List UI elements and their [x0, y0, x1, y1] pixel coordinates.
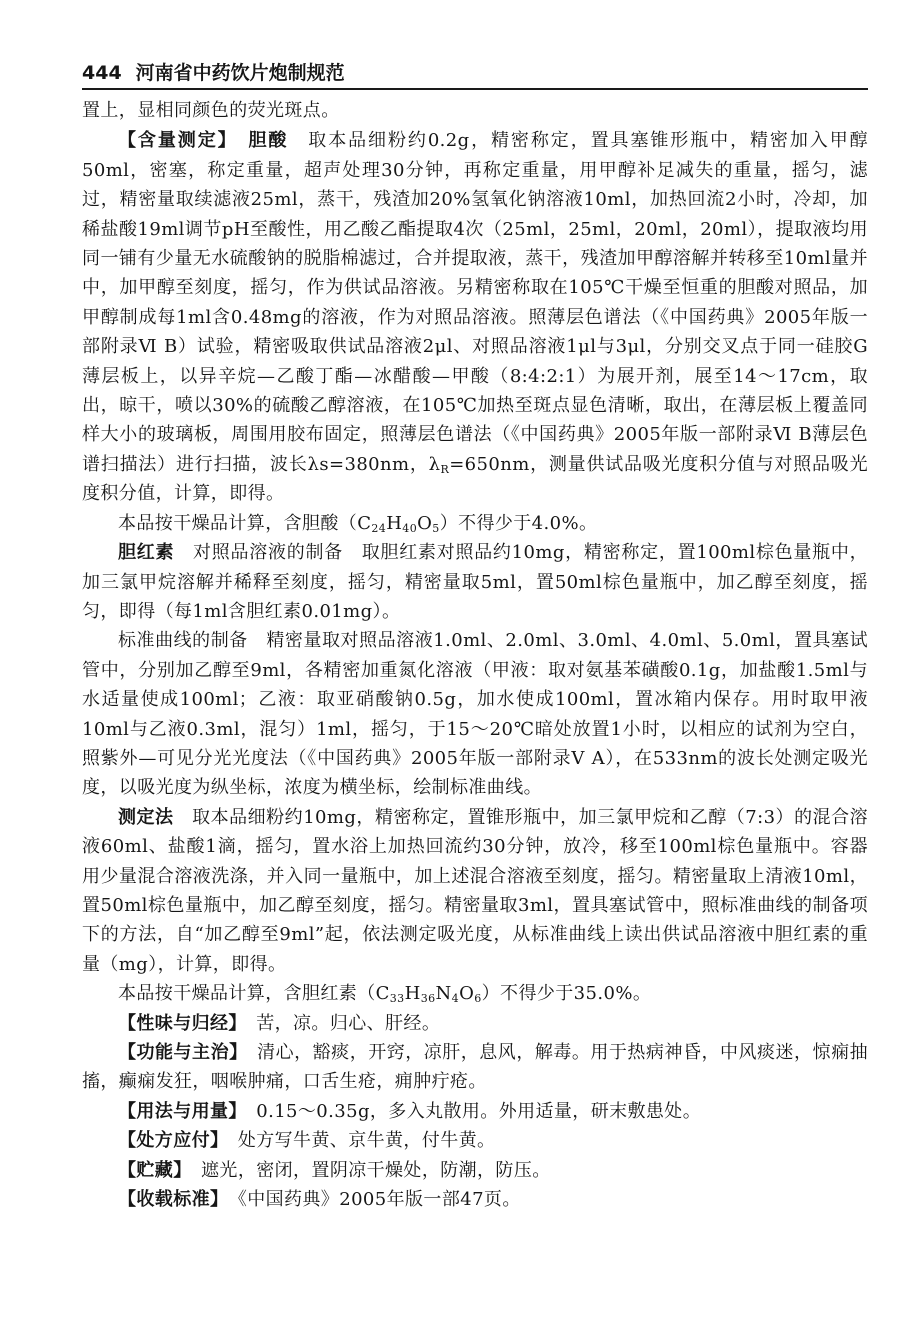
- section-content-assay: [82, 126, 868, 508]
- section-source-standard: [82, 1185, 868, 1214]
- paragraph-text: 对照品溶液的制备 取胆红素对照品约10mg，精密称定，置100ml棕色量瓶中，加三氯甲烷溶解并稀释至刻度，摇匀，精密量取5ml，置50ml棕色量瓶中，加乙醇至刻度，摇匀，即得（每1ml含胆红素0.01mg）。: [82, 542, 868, 622]
- page-number: 444: [82, 62, 122, 84]
- subsection-label: 胆红素: [118, 542, 175, 564]
- paragraph-bilirubin-limit: [82, 979, 868, 1008]
- section-label: 【功能与主治】: [118, 1042, 239, 1063]
- book-title: 河南省中药饮片炮制规范: [135, 62, 345, 84]
- paragraph-text: 《中国药典》2005年版一部47页。: [237, 1189, 521, 1211]
- paragraph-text: 取本品细粉约10mg，精密称定，置锥形瓶中，加三氯甲烷和乙醇（7:3）的混合溶液60ml、盐酸1滴，摇匀，置水浴上加热回流约30分钟，放冷，移至100ml棕色量瓶中。容器用少量混合溶液洗涤，并入同一量瓶中，加上述混合溶液至刻度，摇匀。精密量取上清液10ml，置50ml棕色量瓶中，加乙醇至刻度，摇匀。精密量取3ml，置具塞试管中，照标准曲线的制备项下的方法，自“加乙醇至9ml”起，依法测定吸光度，从标准曲线上读出供试品溶液中胆红素的重量（mg），计算，即得。: [82, 806, 869, 975]
- paragraph-text: 0.15～0.35g，多入丸散用。外用适量，研末敷患处。: [256, 1100, 702, 1122]
- page-header: [82, 58, 868, 90]
- section-label: 【收载标准】: [118, 1189, 220, 1211]
- paragraph-bilirubin-reference: [82, 538, 868, 626]
- section-label: 【处方应付】: [118, 1130, 220, 1152]
- subsection-label: 胆酸: [248, 130, 289, 152]
- section-storage: [82, 1156, 868, 1185]
- paragraph-text: 清心，豁痰，开窍，凉肝，息风，解毒。用于热病神昏，中风痰迷，惊痫抽搐，癫痫发狂，咽喉肿痛，口舌生疮，痈肿疔疮。: [82, 1042, 868, 1093]
- page-body: [82, 96, 868, 1214]
- paragraph-text: 遮光，密闭，置阴凉干燥处，防潮，防压。: [201, 1159, 551, 1181]
- paragraph-text: 本品按干燥品计算，含胆红素$(C_{33}H_{36}N_4O_6)$不得少于35.0%。: [118, 983, 652, 1006]
- paragraph-assay-method: [82, 803, 868, 979]
- section-label: 【用法与用量】: [118, 1100, 238, 1122]
- paragraph-text: 处方写牛黄、京牛黄，付牛黄。: [237, 1130, 496, 1152]
- section-nature-meridian: [82, 1009, 868, 1038]
- section-prescription-dispensing: [82, 1126, 868, 1155]
- subsection-label: 测定法: [118, 806, 174, 828]
- paragraph-text: 取本品细粉约0.2g，精密称定，置具塞锥形瓶中，精密加入甲醇50ml，密塞，称定重量，超声处理30分钟，再称定重量，用甲醇补足减失的重量，摇匀，滤过，精密量取续滤液25ml，蒸干，残渣加20%氢氧化钠溶液10ml，加热回流2小时，冷却，加稀盐酸19ml调节pH至酸性，用乙酸乙酯提取4次（25ml，25ml，20ml，20ml），提取液均用同一铺有少量无水硫酸钠的脱脂棉滤过，合并提取液，蒸干，残渣加甲醇溶解并转移至10ml量并中，加甲醇至刻度，摇匀，作为供试品溶液。另精密称取在105℃干燥至恒重的胆酸对照品，加甲醇制成每1ml含0.48mg的溶液，作为对照品溶液。照薄层色谱法（《中国药典》2005年版一部附录Ⅵ B）试验，精密吸取供试品溶液2μl、对照品溶液1μl与3μl，分别交叉点于同一硅胶G薄层板上，以异辛烷—乙酸丁酯—冰醋酸—甲酸（8:4:2:1）为展开剂，展至14～17cm，取出，晾干，喷以30%的硫酸乙醇溶液，在105℃加热至斑点显色清晰，取出，在薄层板上覆盖同样大小的玻璃板，周围用胶布固定，照薄层色谱法（《中国药典》2005年版一部附录Ⅵ B薄层色谱扫描法）进行扫描，波长λs=380nm，$\lambda_R=650nm$，测量供试品吸光度积分值与对照品吸光度积分值，计算，即得。: [82, 130, 869, 505]
- paragraph-continuation: [82, 96, 868, 125]
- section-usage-dosage: [82, 1097, 868, 1126]
- section-label: 【含量测定】: [118, 130, 229, 152]
- paragraph-text: 标准曲线的制备 精密量取对照品溶液1.0ml、2.0ml、3.0ml、4.0ml、5.0ml，置具塞试管中，分别加乙醇至9ml，各精密加重氮化溶液（甲液：取对氨基苯磺酸0.1g，加盐酸1.5ml与水适量使成100ml；乙液：取亚硝酸钠0.5g，加水使成100ml，置冰箱内保存。用时取甲液10ml与乙液0.3ml，混匀）1ml，摇匀，于15～20℃暗处放置1小时，以相应的试剂为空白，照紫外—可见分光光度法（《中国药典》2005年版一部附录Ⅴ A），在533nm的波长处测定吸光度，以吸光度为纵坐标，浓度为横坐标，绘制标准曲线。: [82, 630, 868, 799]
- section-label: 【性味与归经】: [118, 1012, 238, 1034]
- paragraph-text: 本品按干燥品计算，含胆酸$(C_{24}H_{40}O_5)$不得少于4.0%。: [118, 512, 598, 535]
- paragraph-text: 置上，显相同颜色的荧光斑点。: [82, 100, 340, 121]
- section-label: 【贮藏】: [118, 1159, 183, 1181]
- paragraph-cholic-acid-limit: [82, 509, 868, 538]
- paragraph-standard-curve: [82, 626, 868, 802]
- paragraph-text: 苦，凉。归心、肝经。: [256, 1012, 441, 1034]
- section-function-indication: [82, 1038, 868, 1097]
